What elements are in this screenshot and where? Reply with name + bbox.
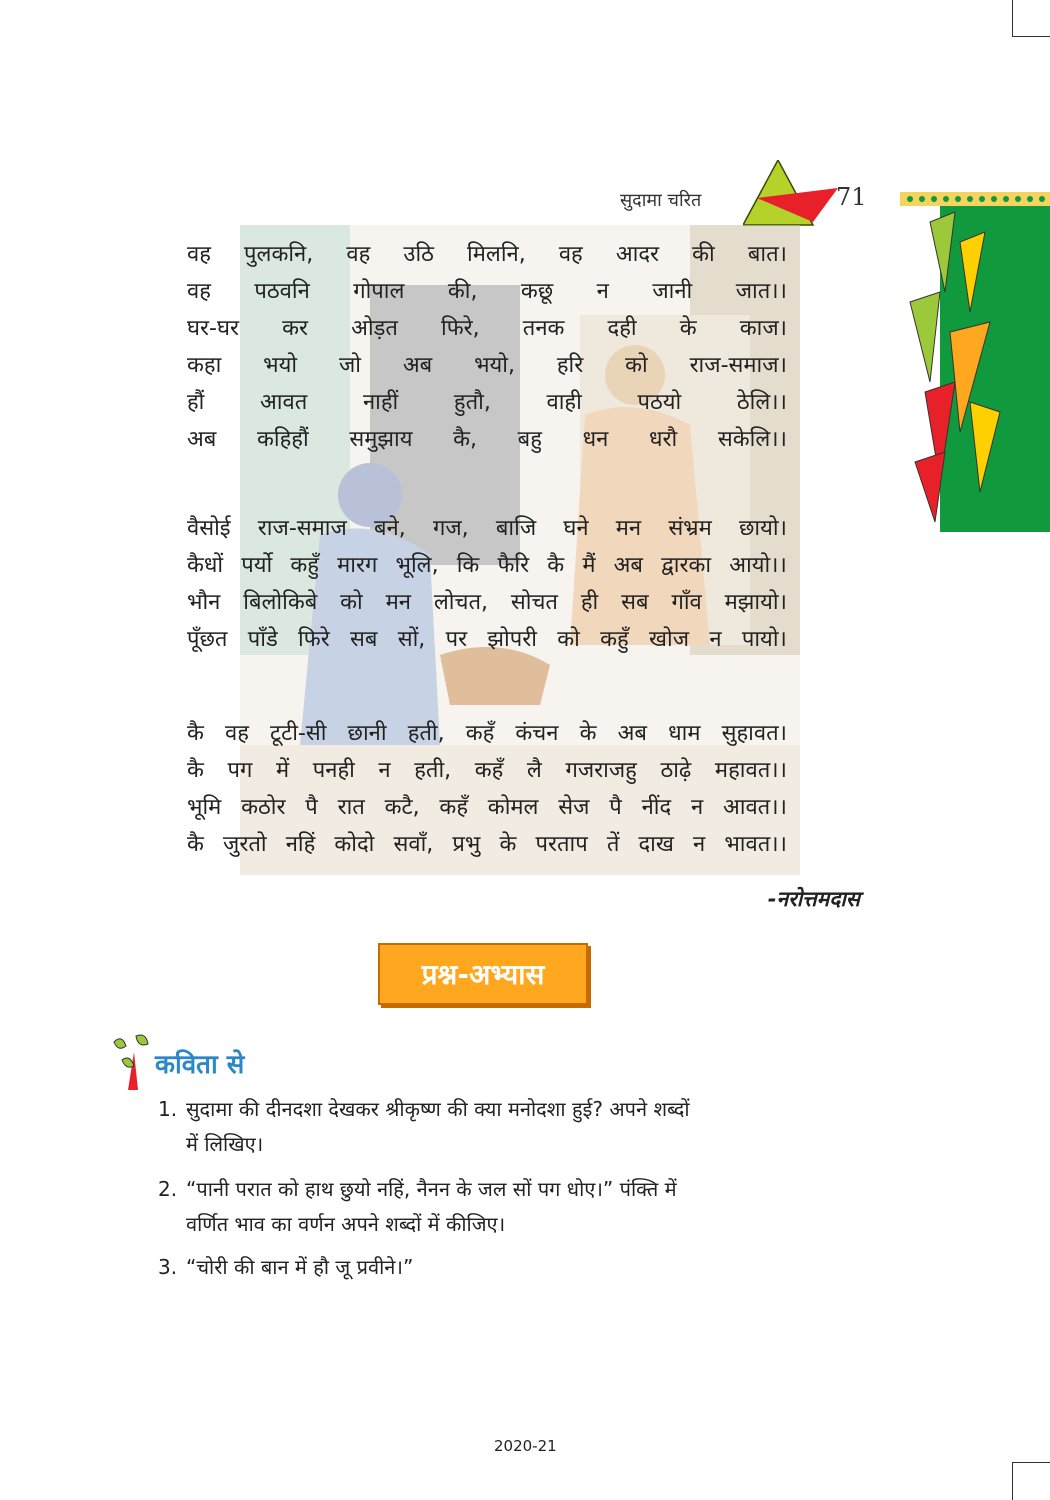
poem-line [187, 752, 787, 789]
poem-word: लै [526, 758, 542, 783]
poem-word: महावत।। [714, 758, 787, 783]
poem-word: कैधों [187, 553, 224, 578]
poem-word: कछू [520, 279, 554, 304]
poem-word: परताप [535, 832, 588, 857]
poem-word: राज-समाज [257, 516, 347, 541]
poem-word: सुहावत। [721, 721, 787, 746]
poem-line [187, 510, 787, 547]
poem-word: लोचत, [433, 590, 489, 615]
poem-word: रात [337, 795, 365, 820]
poem-word: जानी [652, 279, 693, 304]
poem-word: तें [606, 832, 620, 857]
poem-word: भयो [263, 353, 298, 378]
poem-line [187, 715, 787, 752]
poem-word: सवाँ, [393, 832, 434, 857]
poet-name: -नरोत्तमदास [767, 887, 860, 911]
poem-word: गोपाल [353, 279, 405, 304]
chapter-title: सुदामा चरित [620, 190, 702, 211]
poem-word: खोज [649, 627, 690, 652]
poem-word: वह [558, 242, 583, 267]
exercise-banner: प्रश्न-अभ्यास [378, 943, 588, 1005]
poem-word: न [693, 832, 706, 857]
poem-word: अब [613, 553, 643, 578]
poem-word: हरि [556, 353, 584, 378]
poem-word: कठोर [241, 795, 286, 820]
poem-word: की [692, 242, 715, 267]
poem-word: कहँ [474, 758, 504, 783]
poem-word: कै [187, 832, 204, 857]
poem-word: फिरे, [441, 316, 480, 341]
poem-word: टूटी-सी [270, 721, 327, 746]
poem-word: नहिं [285, 832, 316, 857]
poem-word: कहँ [439, 795, 468, 820]
poem-word: हती, [414, 758, 452, 783]
poem-word: को [340, 590, 363, 615]
poem-word: सोचत [510, 590, 558, 615]
poem-word: मन [615, 516, 642, 541]
poem-word: को [625, 353, 648, 378]
poem-word: ठेलि।। [736, 390, 787, 415]
poem-word: नींद [641, 795, 672, 820]
question-number: 2. [158, 1177, 178, 1201]
poem-word: गाँव [671, 590, 702, 615]
poem-word: बाजि [495, 516, 537, 541]
poem-line [187, 347, 787, 384]
poem-word: संभ्रम [668, 516, 712, 541]
poem-line [187, 421, 787, 458]
poem-word: पर [445, 627, 468, 652]
poem-word: बहु [517, 427, 542, 452]
poem-word: सेज [558, 795, 590, 820]
poem-word: दही [607, 316, 637, 341]
poem-word: कै [187, 758, 204, 783]
poem-word: फिरे [298, 627, 330, 652]
poem-word: न [709, 627, 722, 652]
poem-line [187, 826, 787, 863]
leaf-sprig-icon [108, 1032, 156, 1090]
poem-word: भूलि, [395, 553, 439, 578]
poem-word: धरौ [648, 427, 678, 452]
poem-word: सब [621, 590, 649, 615]
poem-word: कहा [187, 353, 222, 378]
question-item [158, 1092, 868, 1162]
poem-word: घने [563, 516, 589, 541]
poem-word: भावत।। [724, 832, 787, 857]
poem-word: आवत [260, 390, 308, 415]
poem-word: के [679, 316, 697, 341]
poem-word: कंचन [515, 721, 559, 746]
poem-word: बने, [374, 516, 406, 541]
poem-word: भयो, [474, 353, 515, 378]
poem-line [187, 236, 787, 273]
poem-word: सकेलि।। [717, 427, 787, 452]
poem-word: भौन [187, 590, 221, 615]
poem-stanza-1 [187, 236, 787, 458]
poem-word: गजराजहु [565, 758, 637, 783]
poem-stanza-2 [187, 510, 787, 658]
poem-word: द्वारका [661, 553, 712, 578]
question-line: वर्णित भाव का वर्णन अपने शब्दों में कीजिए। [186, 1212, 506, 1236]
poem-line [187, 384, 787, 421]
poem-word: जो [338, 353, 361, 378]
question-item [158, 1172, 868, 1242]
poem-word: पठयो [637, 390, 682, 415]
poem-word: पै [609, 795, 622, 820]
side-curtain-decoration [900, 182, 1050, 532]
poem-word: समुझाय [349, 427, 413, 452]
poem-word: ओड़त [351, 316, 398, 341]
poem-word: पै [305, 795, 318, 820]
section-title: कविता से [155, 1050, 245, 1080]
poem-word: को [557, 627, 580, 652]
question-line: में लिखिए। [186, 1132, 264, 1156]
poem-word: कै [187, 721, 204, 746]
poem-word: के [499, 832, 517, 857]
poem-word: अब [402, 353, 433, 378]
poem-word: मन [385, 590, 412, 615]
poem-word: कि [456, 553, 480, 578]
poem-word: की, [447, 279, 478, 304]
poem-word: आवत।। [722, 795, 787, 820]
poem-word: वह [187, 242, 211, 267]
crop-mark [1012, 1462, 1013, 1500]
poem-word: जात।। [735, 279, 787, 304]
poem-line [187, 273, 787, 310]
poem-word: धाम [668, 721, 701, 746]
poem-line [187, 584, 787, 621]
poem-word: कर [282, 316, 308, 341]
poem-line [187, 621, 787, 658]
footer-year: 2020-21 [494, 1437, 557, 1455]
poem-word: पर्यो [241, 553, 273, 578]
question-number: 1. [158, 1097, 178, 1121]
poem-word: सब [350, 627, 378, 652]
poem-word: फैरि [497, 553, 530, 578]
poem-word: कहुँ [600, 627, 629, 652]
poem-word: हती, [407, 721, 445, 746]
poem-word: मारग [337, 553, 378, 578]
poem-word: जुरतो [223, 832, 267, 857]
poem-word: मैं [582, 553, 596, 578]
question-item [158, 1250, 868, 1285]
poem-word: झोपरी [487, 627, 537, 652]
poem-word: तनक [522, 316, 565, 341]
question-line: “पानी परात को हाथ छुयो नहिं, नैनन के जल सों पग धोए।” पंक्ति में [186, 1177, 677, 1201]
poem-word: राज-समाज। [689, 353, 787, 378]
poem-word: बात। [747, 242, 787, 267]
poem-word: वैसोई [187, 516, 231, 541]
poem-word: काज। [739, 316, 787, 341]
poem-word: पग [227, 758, 253, 783]
poem-word: वाही [546, 390, 582, 415]
question-number: 3. [158, 1255, 178, 1279]
poem-word: छानी [347, 721, 387, 746]
poem-word: बिलोकिबे [243, 590, 318, 615]
poem-word: भूमि [187, 795, 222, 820]
crop-mark [1012, 1462, 1050, 1463]
poem-word: अब [187, 427, 217, 452]
question-line: सुदामा की दीनदशा देखकर श्रीकृष्ण की क्या मनोदशा हुई? अपने शब्दों [186, 1097, 690, 1121]
poem-word: कटै, [384, 795, 420, 820]
poem-word: न [690, 795, 704, 820]
poem-word: उठि [403, 242, 434, 267]
poem-word: आयो।। [729, 553, 787, 578]
poem-word: कै [547, 553, 565, 578]
poem-word: पाँडे [247, 627, 278, 652]
poem-word: न [378, 758, 391, 783]
poem-word: मिलनि, [467, 242, 526, 267]
poem-word: प्रभु [452, 832, 481, 857]
poem-word: पूँछत [187, 627, 228, 652]
poem-word: कहँ [465, 721, 495, 746]
poem-word: हौं [187, 390, 205, 415]
poem-word: घर-घर [187, 316, 239, 341]
poem-word: वह [346, 242, 371, 267]
poem-word: वह [225, 721, 249, 746]
crop-mark [1012, 36, 1050, 37]
poem-word: ही [580, 590, 599, 615]
poem-word: अब [617, 721, 647, 746]
page-number: 71 [836, 183, 867, 211]
poem-word: कोदो [334, 832, 375, 857]
poem-word: पठवनि [254, 279, 310, 304]
poem-word: कहुँ [290, 553, 319, 578]
poem-word: धन [582, 427, 609, 452]
poem-line [187, 789, 787, 826]
poem-word: पायो। [741, 627, 787, 652]
crop-mark [1012, 0, 1013, 36]
poem-word: नाहीं [362, 390, 399, 415]
poem-word: दाख [638, 832, 674, 857]
poem-word: सों, [397, 627, 426, 652]
poem-word: आदर [615, 242, 660, 267]
poem-word: कहिहौं [257, 427, 309, 452]
poem-stanza-3 [187, 715, 787, 863]
poem-line [187, 547, 787, 584]
poem-word: हुतौ, [453, 390, 491, 415]
poem-word: में [275, 758, 290, 783]
poem-word: पुलकनि, [244, 242, 314, 267]
poem-word: कोमल [487, 795, 539, 820]
poem-word: मझायो। [724, 590, 787, 615]
poem-word: गज, [432, 516, 469, 541]
poem-word: के [579, 721, 597, 746]
poem-word: कै, [453, 427, 478, 452]
poem-word: छायो। [739, 516, 787, 541]
poem-word: ठाढ़े [660, 758, 692, 783]
poem-line [187, 310, 787, 347]
question-line: “चोरी की बान में हौ जू प्रवीने।” [186, 1255, 414, 1279]
poem-word: वह [187, 279, 211, 304]
poem-word: पनही [312, 758, 355, 783]
header-triangle-icon [743, 160, 838, 230]
poem-word: न [596, 279, 609, 304]
